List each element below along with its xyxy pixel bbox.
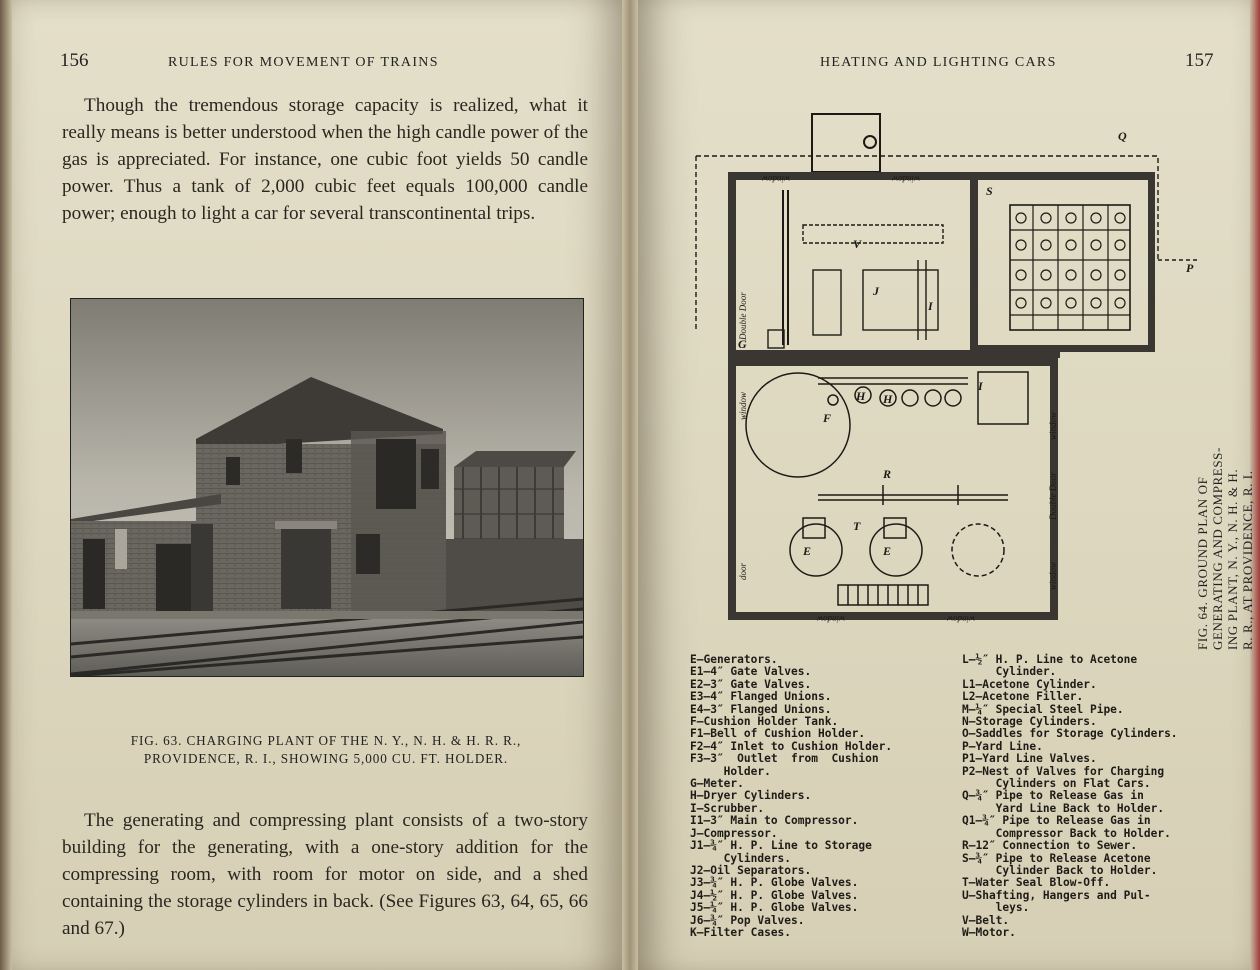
motor-room: [812, 114, 880, 172]
svg-text:T: T: [853, 519, 861, 533]
legend-entry: E—Generators.: [690, 653, 778, 666]
generator-3-future: [952, 524, 1004, 576]
legend-entry: P—Yard Line.: [962, 739, 1043, 753]
legend-entry: J2—Oil Separators.: [690, 863, 812, 877]
legend-entry: E2—3″ Gate Valves.: [690, 677, 812, 691]
running-head-right: HEATING AND LIGHTING CARS: [820, 55, 1057, 70]
paragraph-2-text: The generating and compressing plant consists of a two-story building for the generating, with a one-story addition for the compressing room, with room for motor on side, and a shed containing the storage cylinders in back. (See Figures 63, 64, 65, 66 and 67.): [62, 810, 588, 939]
window-label-6: window: [1048, 411, 1058, 440]
legend-entry: Cylinders.: [690, 851, 792, 865]
generator-2: [870, 524, 922, 576]
svg-text:J: J: [873, 284, 879, 298]
legend-entry: Yard Line Back to Holder.: [962, 801, 1165, 815]
legend-entry: F3—3″ Outlet from Cushion: [690, 752, 879, 766]
svg-text:P: P: [1186, 261, 1194, 275]
svg-text:E: E: [883, 544, 892, 558]
door-label: door: [738, 562, 748, 580]
svg-text:I: I: [978, 379, 983, 393]
legend-entry: I1—3″ Main to Compressor.: [690, 814, 859, 828]
running-head-left: RULES FOR MOVEMENT OF TRAINS: [168, 55, 439, 70]
legend-entry: P1—Yard Line Valves.: [962, 752, 1097, 766]
legend-entry: J5—¼″ H. P. Globe Valves.: [690, 901, 859, 915]
legend-entry: O—Saddles for Storage Cylinders.: [962, 727, 1178, 741]
paragraph-generating-plant: [62, 807, 588, 942]
svg-text:H: H: [856, 389, 866, 403]
legend-entry: H—Dryer Cylinders.: [690, 789, 812, 803]
window-label-3: window: [816, 614, 845, 624]
legend-entry: G—Meter.: [690, 777, 744, 791]
svg-text:Q: Q: [1118, 129, 1127, 143]
legend-entry: M—¼″ Special Steel Pipe.: [962, 702, 1124, 716]
legend-entry: P2—Nest of Valves for Charging: [962, 764, 1165, 778]
window-label-7: window: [1048, 561, 1058, 590]
figure-63-photo: [70, 298, 584, 677]
legend-entry: R—12″ Connection to Sewer.: [962, 839, 1138, 853]
svg-text:I: I: [928, 299, 933, 313]
legend-entry: L1—Acetone Cylinder.: [962, 677, 1097, 691]
legend-entry: N—Storage Cylinders.: [962, 715, 1097, 729]
page-number-right: 157: [1185, 50, 1214, 71]
legend-entry: Q1—¾″ Pipe to Release Gas in: [962, 814, 1151, 828]
figure-63-caption-line1: FIG. 63. CHARGING PLANT OF THE N. Y., N. H. & H. R. R.,: [130, 733, 522, 748]
generator-1: [790, 524, 842, 576]
legend-entry: U—Shafting, Hangers and Pul-: [962, 888, 1151, 902]
svg-text:R: R: [883, 467, 892, 481]
svg-text:E: E: [803, 544, 812, 558]
legend-entry: F1—Bell of Cushion Holder.: [690, 727, 866, 741]
storage-cylinders: [1010, 205, 1130, 330]
double-door-label-generating: Double Door: [1048, 472, 1058, 520]
legend-entry: Compressor Back to Holder.: [962, 826, 1171, 840]
legend-entry: F—Cushion Holder Tank.: [690, 715, 839, 729]
figure-64-caption-line2: GENERATING AND COMPRESS-: [1210, 447, 1225, 650]
legend-entry: F2—4″ Inlet to Cushion Holder.: [690, 739, 893, 753]
svg-text:V: V: [853, 237, 862, 251]
figure-63-caption: [60, 732, 592, 768]
window-label-4: window: [946, 614, 975, 624]
legend-entry: L2—Acetone Filler.: [962, 690, 1084, 704]
cushion-holder-tank: [746, 373, 850, 477]
legend-entry: J—Compressor.: [690, 826, 778, 840]
legend-entry: V—Belt.: [962, 913, 1010, 927]
legend-entry: J6—¾″ Pop Valves.: [690, 913, 805, 927]
legend-left-column: [690, 654, 954, 939]
legend-entry: leys.: [962, 901, 1030, 915]
figure-64-ground-plan: [688, 100, 1200, 650]
legend-entry: W—Motor.: [962, 925, 1016, 939]
legend-entry: Holder.: [690, 764, 771, 778]
paragraph-storage-capacity: [62, 92, 588, 227]
book-gutter: [622, 0, 638, 970]
figure-64-caption-line4: R. R., AT PROVIDENCE, R. I.: [1240, 470, 1255, 650]
legend-right-column: [962, 654, 1222, 939]
ground-plan-drawing: [688, 100, 1200, 650]
legend-entry: T—Water Seal Blow-Off.: [962, 876, 1111, 890]
legend-entry: I—Scrubber.: [690, 801, 765, 815]
double-door-label-compressor: Double Door: [738, 292, 748, 340]
legend-entry: E4—3″ Flanged Unions.: [690, 702, 832, 716]
window-label-5: window: [738, 391, 748, 420]
svg-text:F: F: [823, 411, 832, 425]
figure-64-caption-line1: FIG. 64. GROUND PLAN OF: [1195, 476, 1210, 650]
window-label-1: window: [761, 174, 790, 184]
figure-64-caption: [1195, 410, 1255, 650]
legend-entry: K—Filter Cases.: [690, 925, 792, 939]
figure-63-caption-line2: PROVIDENCE, R. I., SHOWING 5,000 CU. FT. HOLDER.: [143, 751, 509, 766]
paragraph-1-text: Though the tremendous storage capacity is realized, what it really means is better understood when the high candle power of the gas is appreciated. For instance, one cubic foot yields 50 candle power. Thus a tank of 2,000 cubic feet equals 100,000 candle power; enough to light a car for several transcontinental trips.: [62, 95, 588, 224]
svg-text:H: H: [883, 392, 893, 406]
legend-entry: Q—¾″ Pipe to Release Gas in: [962, 789, 1144, 803]
svg-text:G: G: [738, 337, 747, 351]
legend-entry: Cylinder.: [962, 665, 1057, 679]
legend-entry: L—½″ H. P. Line to Acetone: [962, 653, 1138, 666]
legend-entry: E3—4″ Flanged Unions.: [690, 690, 832, 704]
legend-entry: J1—¾″ H. P. Line to Storage: [690, 839, 872, 853]
charging-plant-photo: [71, 299, 583, 676]
legend-entry: Cylinders on Flat Cars.: [962, 777, 1151, 791]
legend-entry: J3—¾″ H. P. Globe Valves.: [690, 876, 859, 890]
legend-entry: J4—½″ H. P. Globe Valves.: [690, 888, 859, 902]
svg-text:S: S: [986, 184, 993, 198]
page-number-left: 156: [60, 50, 89, 71]
figure-64-caption-line3: ING PLANT, N. Y., N. H. & H.: [1225, 468, 1240, 650]
legend-entry: E1—4″ Gate Valves.: [690, 665, 812, 679]
left-page-edge: [0, 0, 12, 970]
legend-entry: S—¾″ Pipe to Release Acetone: [962, 851, 1151, 865]
legend-entry: Cylinder Back to Holder.: [962, 863, 1158, 877]
window-label-2: window: [891, 174, 920, 184]
